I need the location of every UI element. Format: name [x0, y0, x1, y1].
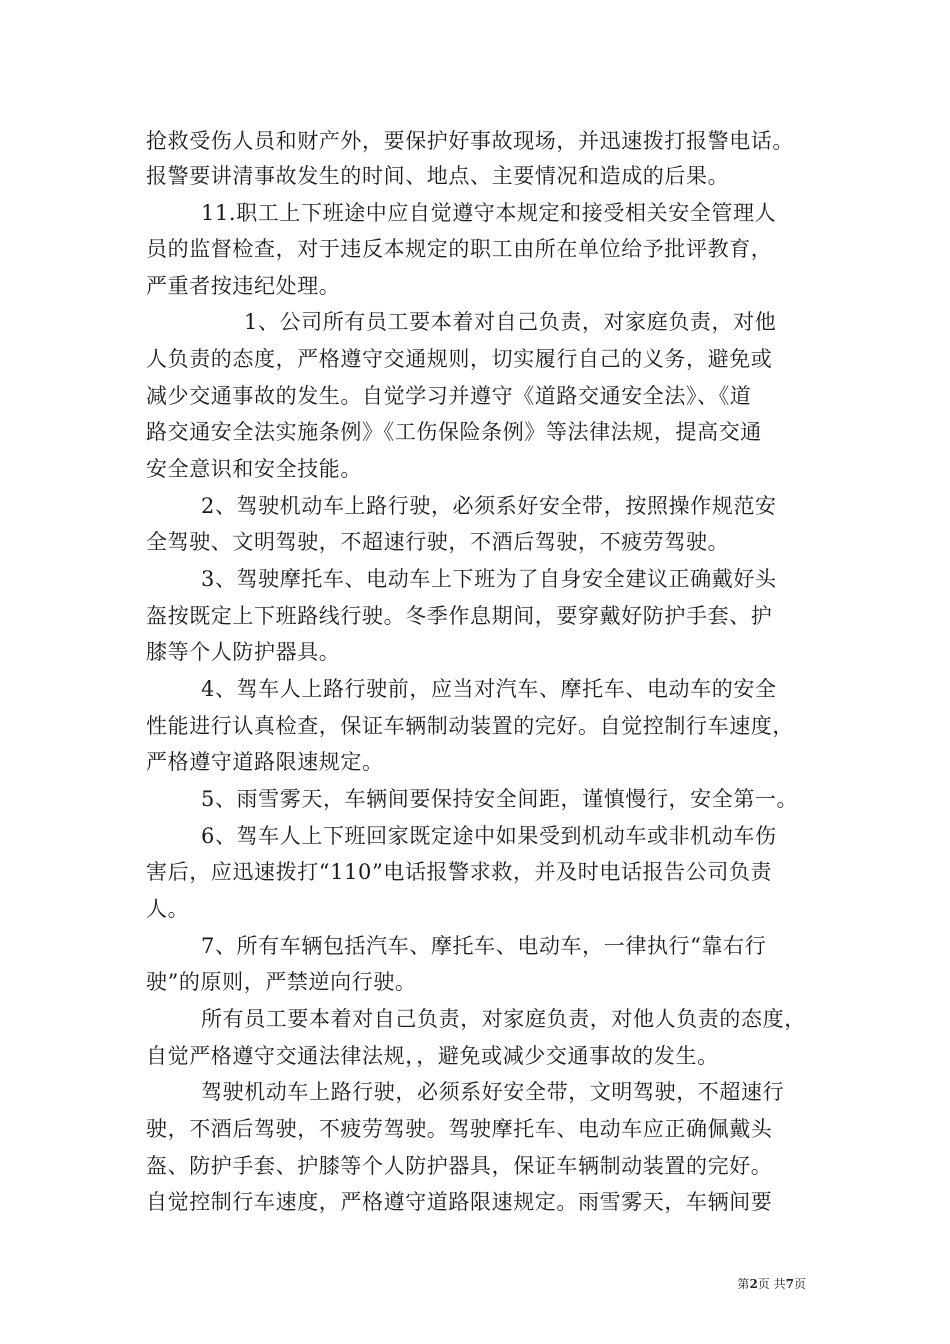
footer-prefix: 第 — [737, 1277, 750, 1291]
text-line: 全驾驶、文明驾驶，不超速行驶，不酒后驾驶，不疲劳驾驶。 — [146, 530, 730, 554]
text-line: 性能进行认真检查，保证车辆制动装置的完好。自觉控制行车速度， — [146, 714, 794, 738]
footer-middle: 页 共 — [757, 1277, 786, 1291]
text-line: 减少交通事故的发生。自觉学习并遵守《道路交通安全法》、《道 — [146, 384, 752, 408]
text-line: 严格遵守道路限速规定。 — [146, 750, 384, 774]
current-page-number: 2 — [749, 1277, 758, 1291]
text-line: 驾驶机动车上路行驶，必须系好安全带，文明驾驶，不超速行 — [201, 1080, 785, 1104]
text-line: 安全意识和安全技能。 — [146, 457, 362, 481]
text-line: 人负责的态度，严格遵守交通规则，切实履行自己的义务，避免或 — [146, 347, 773, 371]
text-line: 3、驾驶摩托车、电动车上下班为了自身安全建议正确戴好头 — [201, 567, 777, 591]
text-line: 6、驾车人上下班回家既定途中如果受到机动车或非机动车伤 — [201, 824, 777, 848]
text-line: 驶”的原则，严禁逆向行驶。 — [146, 970, 417, 994]
text-line: 员的监督检查，对于违反本规定的职工由所在单位给予批评教育， — [146, 237, 773, 261]
text-line: 路交通安全法实施条例》《工伤保险条例》等法律法规，提高交通 — [146, 420, 762, 444]
total-pages-number: 7 — [785, 1277, 794, 1291]
page-number-footer — [660, 1276, 806, 1292]
text-line: 驶，不酒后驾驶，不疲劳驾驶。驾驶摩托车、电动车应正确佩戴头 — [146, 1117, 773, 1141]
text-line: 报警要讲清事故发生的时间、地点、主要情况和造成的后果。 — [146, 164, 730, 188]
text-line: 7、所有车辆包括汽车、摩托车、电动车，一律执行“靠右行 — [201, 934, 767, 958]
text-line: 自觉严格遵守交通法律法规，，避免或减少交通事故的发生。 — [146, 1044, 719, 1068]
text-line: 人。 — [146, 897, 190, 921]
text-line: 11.职工上下班途中应自觉遵守本规定和接受相关安全管理人 — [201, 201, 777, 225]
text-line: 盔按既定上下班路线行驶。冬季作息期间，要穿戴好防护手套、护 — [146, 604, 773, 628]
text-line: 害后，应迅速拨打“110”电话报警求救，并及时电话报告公司负责 — [146, 860, 773, 884]
text-line: 2、驾驶机动车上路行驶，必须系好安全带，按照操作规范安 — [201, 494, 777, 518]
text-line: 盔、防护手套、护膝等个人防护器具，保证车辆制动装置的完好。 — [146, 1154, 773, 1178]
text-line: 膝等个人防护器具。 — [146, 640, 341, 664]
footer-suffix: 页 — [793, 1277, 806, 1291]
text-line: 所有员工要本着对自己负责，对家庭负责，对他人负责的态度， — [201, 1007, 806, 1031]
text-line: 严重者按违纪处理。 — [146, 274, 341, 298]
text-line: 5、雨雪雾天，车辆间要保持安全间距，谨慎慢行，安全第一。 — [201, 787, 799, 811]
text-line: 抢救受伤人员和财产外，要保护好事故现场，并迅速拨打报警电话。 — [146, 129, 794, 153]
text-line: 4、驾车人上路行驶前，应当对汽车、摩托车、电动车的安全 — [201, 677, 777, 701]
text-line: 1、公司所有员工要本着对自己负责，对家庭负责，对他 — [244, 310, 777, 334]
text-line: 自觉控制行车速度，严格遵守道路限速规定。雨雪雾天，车辆间要 — [146, 1190, 773, 1214]
